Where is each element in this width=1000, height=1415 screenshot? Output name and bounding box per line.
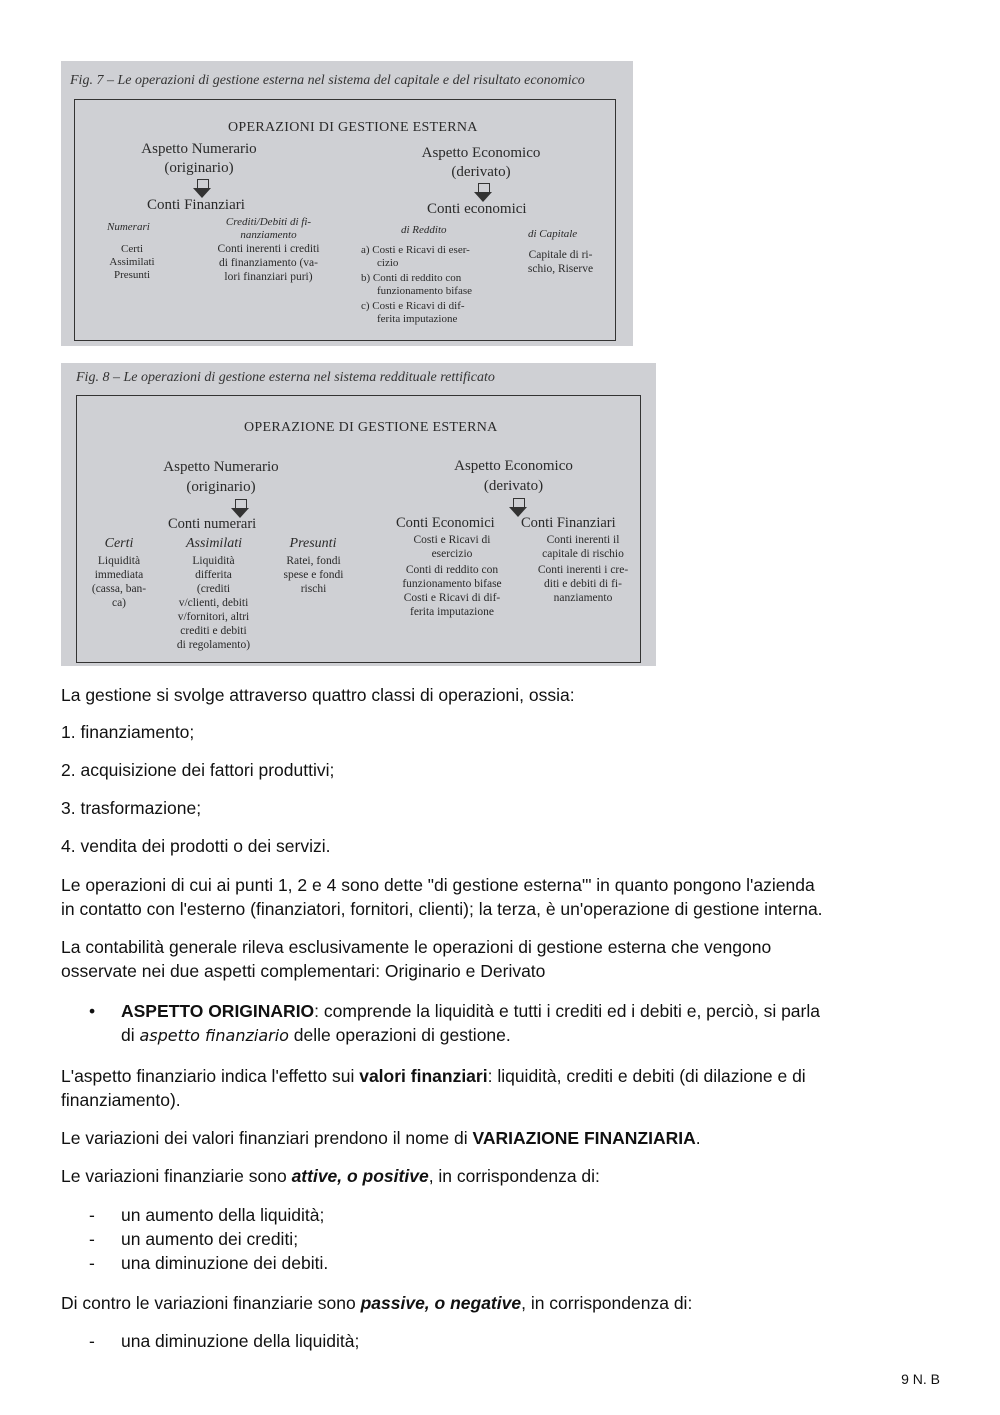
reddito-item: ferita imputazione [377,313,458,325]
economici-item: Costi e Ricavi di dif- [403,592,501,604]
text-run: : liquidità, crediti e debiti (di dilazione e di [487,1066,806,1086]
left-aspect-subtitle: (originario) [186,479,256,495]
dash-text: una diminuzione della liquidità; [121,1331,360,1351]
crediti-item: di finanziamento (va- [219,257,318,269]
certi-label: Certi [104,536,134,551]
finanziari-item: diti e debiti di fi- [544,578,622,590]
conti-numerari-label: Conti numerari [168,516,257,532]
finanziari-item: capitale di rischio [542,548,624,560]
bold-italic-term: passive, o negative [360,1293,522,1313]
assimilati-item: v/fornitori, altri [177,611,250,623]
down-arrow-icon [474,183,492,203]
text-run: . [695,1128,701,1148]
bold-italic-term: attive, o positive [291,1166,429,1186]
list-item: 1. finanziamento; [61,722,195,742]
finanziari-item: Conti inerenti il [546,534,620,546]
bold-term: valori finanziari [359,1066,488,1086]
text-run: , in corrispondenza di: [521,1293,693,1313]
economici-item: ferita imputazione [410,606,494,618]
right-aspect-subtitle: (derivato) [483,478,544,494]
numerari-label: Numerari [107,221,150,233]
figure-heading: OPERAZIONE DI GESTIONE ESTERNA [244,420,498,435]
crediti-debiti-label-2: nanziamento [240,229,297,241]
paragraph-line: Le operazioni di cui ai punti 1, 2 e 4 sono dette "di gestione esterna'" in quanto pongono l'azienda [61,875,815,895]
certi-item: immediata [94,569,144,581]
left-aspect-title: Aspetto Numerario [141,141,257,157]
economici-item: Conti di reddito con [405,564,499,576]
assimilati-item: di regolamento) [176,639,251,651]
paragraph-line: finanziamento). [61,1090,181,1110]
bold-term: VARIAZIONE FINANZIARIA [472,1128,696,1148]
right-aspect-subtitle: (derivato) [451,164,511,180]
bullet-text [121,1023,941,1048]
paragraph-line: La contabilità generale rileva esclusivamente le operazioni di gestione esterna che vengono [61,937,772,957]
dash-text: una diminuzione dei debiti. [121,1253,329,1273]
bullet-text [121,999,941,1023]
dash-icon: - [89,1229,95,1249]
paragraph-line: in contatto con l'esterno (finanziatori, fornitori, clienti); la terza, è un'operazione di gestione interna. [61,899,823,919]
assimilati-item: crediti e debiti [180,625,247,637]
right-aspect-title: Aspetto Economico [421,145,541,161]
numerari-item: Assimilati [109,256,155,268]
figure-7-photo [61,61,633,346]
reddito-item: c) Costi e Ricavi di dif- [361,300,465,312]
economici-item: funzionamento bifase [402,578,502,590]
presunti-label: Presunti [289,536,337,551]
text-run: Di contro le variazioni finanziarie sono [61,1293,361,1313]
bullet-bold: ASPETTO ORIGINARIO [121,1001,315,1021]
economici-item: esercizio [431,548,473,560]
conti-economici-label: Conti economici [427,201,527,217]
capitale-item: Capitale di ri- [528,249,593,261]
right-aspect-title: Aspetto Economico [454,458,573,474]
list-item: 2. acquisizione dei fattori produttivi; [61,760,335,780]
presunti-item: rischi [300,583,327,595]
crediti-item: Conti inerenti i crediti [217,243,320,255]
assimilati-item: differita [195,569,232,581]
certi-item: Liquidità [97,555,141,567]
crediti-item: lori finanziari puri) [224,271,313,283]
paragraph-line: osservate nei due aspetti complementari: Originario e Derivato [61,961,546,981]
crediti-debiti-label: Crediti/Debiti di fi- [225,216,312,228]
assimilati-label: Assimilati [185,536,242,551]
conti-economici-label: Conti Economici [396,515,495,531]
dash-icon: - [89,1331,95,1351]
paragraph-line [61,1291,941,1315]
di-reddito-label: di Reddito [401,224,447,236]
di-capitale-label: di Capitale [528,228,578,240]
paragraph-line [61,1064,941,1088]
bullet-icon: • [89,1001,96,1021]
italic-term: aspetto finanziario [139,1026,289,1045]
numerari-item: Presunti [113,269,151,281]
text-run: delle operazioni di gestione. [288,1025,511,1045]
list-item: 3. trasformazione; [61,798,202,818]
text-run: di [121,1025,140,1045]
paragraph-line [61,1164,941,1188]
dash-text: un aumento dei crediti; [121,1229,299,1249]
intro-paragraph: La gestione si svolge attraverso quattro classi di operazioni, ossia: [61,685,575,705]
assimilati-item: v/clienti, debiti [178,597,249,609]
finanziari-item: Conti inerenti i cre- [537,564,629,576]
page-footer: 9 N. B [901,1371,940,1387]
finanziari-item: nanziamento [553,592,613,604]
presunti-item: spese e fondi [283,569,344,581]
text-run: Le variazioni finanziarie sono [61,1166,292,1186]
text-run: , in corrispondenza di: [428,1166,600,1186]
bullet-rest: : comprende la liquidità e tutti i crediti ed i debiti e, perciò, si parla [314,1001,820,1021]
reddito-item: cizio [377,257,399,269]
economici-item: Costi e Ricavi di [413,534,491,546]
reddito-item: funzionamento bifase [377,285,472,297]
figure-caption: Fig. 7 – Le operazioni di gestione esterna nel sistema del capitale e del risultato economico [70,73,585,88]
reddito-item: b) Conti di reddito con [361,272,462,284]
assimilati-item: Liquidità [192,555,235,567]
figure-8-photo [61,363,656,666]
paragraph-line [61,1126,941,1150]
capitale-item: schio, Riserve [527,263,594,275]
left-aspect-subtitle: (originario) [164,160,234,176]
left-aspect-title: Aspetto Numerario [163,459,279,475]
conti-finanziari-label: Conti Finanziari [147,197,245,213]
dash-text: un aumento della liquidità; [121,1205,325,1225]
text-run: L'aspetto finanziario indica l'effetto sui [61,1066,360,1086]
assimilati-item: (crediti [196,583,231,595]
text-run: Le variazioni dei valori finanziari prendono il nome di [61,1128,473,1148]
dash-icon: - [89,1253,95,1273]
down-arrow-icon [193,179,211,199]
conti-finanziari-label: Conti Finanziari [521,515,616,531]
reddito-item: a) Costi e Ricavi di eser- [361,244,470,256]
figure-caption: Fig. 8 – Le operazioni di gestione esterna nel sistema reddituale rettificato [76,370,495,385]
certi-item: (cassa, ban- [91,583,147,595]
dash-icon: - [89,1205,95,1225]
numerari-item: Certi [121,243,143,255]
list-item: 4. vendita dei prodotti o dei servizi. [61,836,331,856]
figure-heading: OPERAZIONI DI GESTIONE ESTERNA [228,120,478,135]
certi-item: ca) [111,597,127,609]
presunti-item: Ratei, fondi [286,555,341,567]
